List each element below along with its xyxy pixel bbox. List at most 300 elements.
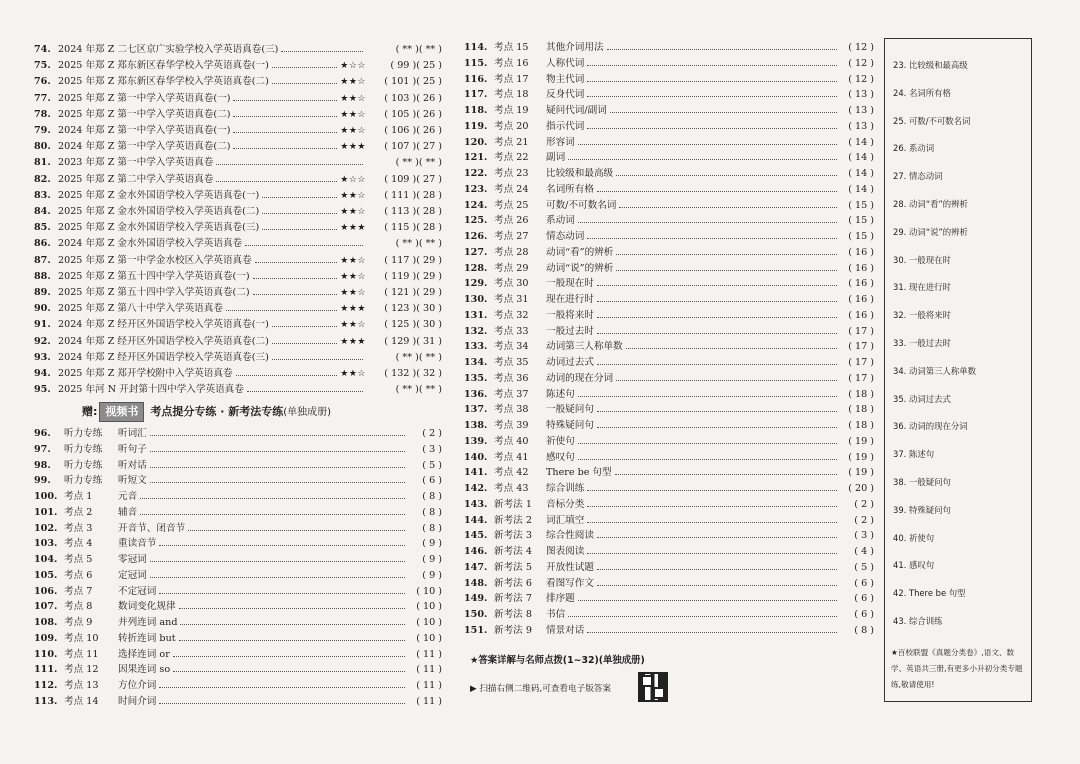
page-ref: ( 5 ) <box>854 561 874 573</box>
dot-leader <box>140 489 405 505</box>
row-title: 一般过去时 <box>546 325 594 337</box>
sidebar-topic-item[interactable]: 28. 动词“看”的辨析 <box>893 199 968 209</box>
row-label: 新考法 1 <box>494 498 532 510</box>
row-title: 2025 年郑 Z 第一中学金水校区入学英语真卷 <box>58 254 252 266</box>
row-title: 形容词 <box>546 136 575 148</box>
row-label: 考点 28 <box>494 246 529 258</box>
page-ref: ( 18 ) <box>848 404 874 416</box>
row-number: 130. <box>464 294 488 305</box>
toc-row[interactable] <box>34 350 442 366</box>
row-label: 考点 34 <box>494 341 529 353</box>
toc-row[interactable] <box>464 213 874 229</box>
toc-row[interactable] <box>34 317 442 333</box>
row-title: 2025 年郑 Z 郑东新区春华学校入学英语真卷(二) <box>58 76 269 88</box>
sidebar-topic-item[interactable]: 29. 动词“说”的辨析 <box>893 226 968 237</box>
row-label: 考点 15 <box>494 42 529 53</box>
toc-row[interactable] <box>34 694 442 710</box>
row-number: 107. <box>34 601 58 613</box>
page-ref: ( 2 ) <box>422 428 442 439</box>
toc-row[interactable] <box>34 58 442 74</box>
dot-leader <box>616 245 837 261</box>
sidebar-topic-item[interactable]: 39. 特殊疑问句 <box>893 504 951 515</box>
dot-leader <box>616 166 837 182</box>
row-label: 考点 32 <box>494 309 529 321</box>
dot-leader <box>568 150 837 166</box>
page-ref: ( ** )( ** ) <box>395 384 442 396</box>
toc-row[interactable] <box>464 135 874 151</box>
row-title: 开放性试题 <box>546 561 594 573</box>
row-label: 考点 42 <box>494 467 529 479</box>
dot-leader <box>233 123 337 139</box>
row-label: 考点 4 <box>64 538 93 550</box>
sidebar-topic-item[interactable]: 34. 动词第三人称单数 <box>893 365 976 376</box>
row-number: 126. <box>464 231 488 242</box>
difficulty-stars: ★★☆ <box>340 190 366 201</box>
dot-leader <box>159 694 405 710</box>
row-title: 一般现在时 <box>546 278 594 290</box>
toc-row[interactable] <box>34 678 442 694</box>
page-ref: ( 101 )( 25 ) <box>384 76 442 88</box>
page-ref: ( 8 ) <box>422 506 442 518</box>
row-number: 98. <box>34 459 51 471</box>
row-label: 考点 6 <box>64 569 93 581</box>
toc-row[interactable] <box>464 402 874 418</box>
toc-row[interactable] <box>34 552 442 568</box>
page-ref: ( 119 )( 29 ) <box>384 270 442 282</box>
page-ref: ( 15 ) <box>848 231 874 242</box>
page-ref: ( 5 ) <box>422 459 442 471</box>
row-number: 74. <box>34 44 51 55</box>
toc-row[interactable] <box>34 188 442 204</box>
toc-row[interactable] <box>34 334 442 350</box>
toc-row[interactable] <box>464 481 874 497</box>
dot-leader <box>159 584 405 600</box>
row-title: 零冠词 <box>118 554 147 565</box>
row-label: 新考法 6 <box>494 577 532 589</box>
row-label: 考点 21 <box>494 136 529 148</box>
dot-leader <box>578 434 837 450</box>
row-number: 81. <box>34 157 51 169</box>
dot-leader <box>179 631 405 647</box>
toc-row[interactable] <box>34 269 442 285</box>
page-ref: ( 19 ) <box>848 435 874 447</box>
difficulty-stars: ★★☆ <box>340 77 366 88</box>
toc-row[interactable] <box>34 42 442 58</box>
dot-leader <box>587 544 837 560</box>
dot-leader <box>597 276 837 292</box>
toc-row[interactable] <box>464 339 874 355</box>
dot-leader <box>587 87 837 103</box>
difficulty-stars: ★★☆ <box>340 207 366 217</box>
row-number: 116. <box>464 73 488 85</box>
dot-leader <box>272 350 363 366</box>
row-number: 151. <box>464 624 488 636</box>
row-number: 125. <box>464 215 488 227</box>
dot-leader <box>597 308 837 324</box>
row-number: 114. <box>464 42 488 53</box>
row-title: 2024 年郑 Z 金水外国语学校入学英语真卷 <box>58 238 243 250</box>
dot-leader <box>150 552 405 568</box>
page-ref: ( 19 ) <box>848 467 874 479</box>
dot-leader <box>607 40 837 56</box>
page-ref: ( 17 ) <box>848 325 874 337</box>
row-number: 142. <box>464 483 488 494</box>
toc-row[interactable] <box>464 87 874 103</box>
page-ref: ( 2 ) <box>854 514 874 526</box>
page-ref: ( 15 ) <box>848 199 874 211</box>
row-title: 可数/不可数名词 <box>546 199 617 211</box>
page-ref: ( 11 ) <box>416 695 442 707</box>
row-number: 141. <box>464 467 488 479</box>
toc-row[interactable] <box>464 387 874 403</box>
row-label: 听力专练 <box>64 459 103 471</box>
page-ref: ( 17 ) <box>848 372 874 384</box>
row-number: 77. <box>34 92 51 104</box>
page-ref: ( 14 ) <box>848 136 874 148</box>
toc-row[interactable] <box>34 382 442 398</box>
page-ref: ( 16 ) <box>848 246 874 258</box>
dot-leader <box>179 599 405 615</box>
toc-row[interactable] <box>464 56 874 72</box>
toc-row[interactable] <box>34 204 442 220</box>
page-ref: ( 115 )( 28 ) <box>384 222 442 234</box>
toc-row[interactable] <box>464 623 874 639</box>
row-label: 考点 35 <box>494 357 529 368</box>
toc-row[interactable] <box>464 276 874 292</box>
toc-row[interactable] <box>464 119 874 135</box>
video-book-badge: 视频书 <box>99 402 144 422</box>
row-label: 新考法 5 <box>494 561 532 573</box>
toc-row[interactable] <box>34 615 442 631</box>
row-number: 108. <box>34 617 58 628</box>
page-ref: ( 12 ) <box>848 57 874 69</box>
toc-row[interactable] <box>464 497 874 513</box>
dot-leader <box>587 513 837 529</box>
sidebar-topic-item[interactable]: 37. 陈述句 <box>893 449 935 460</box>
toc-row[interactable] <box>464 324 874 340</box>
row-title: 开音节、闭音节 <box>118 522 186 534</box>
dot-leader <box>597 402 837 418</box>
toc-row[interactable] <box>34 568 442 584</box>
toc-row[interactable] <box>34 285 442 301</box>
page-ref: ( 4 ) <box>854 546 874 557</box>
toc-row[interactable] <box>34 91 442 107</box>
toc-row[interactable] <box>34 74 442 90</box>
dot-leader <box>597 182 837 198</box>
row-number: 80. <box>34 141 51 153</box>
sidebar-topic-item[interactable]: 38. 一般疑问句 <box>893 477 951 487</box>
row-title: 重读音节 <box>118 538 157 550</box>
toc-row[interactable] <box>34 599 442 615</box>
row-title: 元音 <box>118 491 138 502</box>
row-label: 考点 1 <box>64 491 93 502</box>
row-number: 135. <box>464 372 488 384</box>
row-title: There be 句型 <box>546 467 612 479</box>
dot-leader <box>587 72 837 88</box>
dot-leader <box>150 426 405 442</box>
page-ref: ( 13 ) <box>848 105 874 116</box>
page-ref: ( 11 ) <box>416 648 442 660</box>
toc-row[interactable] <box>464 607 874 623</box>
scan-note: ▶ 扫描右侧二维码,可查看电子版答案 <box>470 684 611 694</box>
sidebar-topic-item[interactable]: 41. 感叹句 <box>893 560 935 571</box>
dot-leader <box>597 418 837 434</box>
dot-leader <box>245 236 363 252</box>
difficulty-stars: ★★☆ <box>340 109 366 120</box>
toc-row[interactable] <box>34 584 442 600</box>
sidebar-topic-item[interactable]: 35. 动词过去式 <box>893 393 951 404</box>
gift-title: 考点提分专练 · 新考法专练 <box>150 405 284 418</box>
toc-row[interactable] <box>34 442 442 458</box>
row-title: 2024 年郑 Z 第一中学入学英语真卷(二) <box>58 141 231 153</box>
row-number: 122. <box>464 168 488 179</box>
row-number: 149. <box>464 593 488 605</box>
toc-row[interactable] <box>464 371 874 387</box>
row-title: 物主代词 <box>546 73 585 85</box>
toc-row[interactable] <box>464 40 874 56</box>
answers-note: ★答案详解与名师点拨(1~32)(单独成册) <box>470 655 645 666</box>
toc-row[interactable] <box>464 418 874 434</box>
toc-row[interactable] <box>34 366 442 382</box>
page-ref: ( 10 ) <box>416 617 442 628</box>
toc-row[interactable] <box>464 229 874 245</box>
toc-row[interactable] <box>34 139 442 155</box>
dot-leader <box>262 204 337 220</box>
page-ref: ( 111 )( 28 ) <box>384 189 442 201</box>
dot-leader <box>587 481 837 497</box>
page-ref: ( 12 ) <box>848 42 874 53</box>
toc-row[interactable] <box>34 236 442 252</box>
sidebar-topic-item[interactable]: 24. 名词所有格 <box>893 87 951 98</box>
toc-row[interactable] <box>464 355 874 371</box>
dot-leader <box>578 591 837 607</box>
row-label: 新考法 3 <box>494 530 532 542</box>
toc-row[interactable] <box>34 473 442 489</box>
toc-row[interactable] <box>34 536 442 552</box>
sidebar-topic-item[interactable]: 26. 系动词 <box>893 143 935 154</box>
toc-row[interactable] <box>34 301 442 317</box>
sidebar-topic-item[interactable]: 42. There be 句型 <box>893 588 966 599</box>
row-number: 91. <box>34 319 51 331</box>
dot-leader <box>150 458 405 474</box>
row-title: 动词过去式 <box>546 357 594 368</box>
gift-prefix: 赠: <box>82 405 98 418</box>
toc-row[interactable] <box>464 182 874 198</box>
row-title: 因果连词 so <box>118 664 171 676</box>
row-label: 考点 20 <box>494 120 529 132</box>
toc-row[interactable] <box>34 155 442 171</box>
toc-row[interactable] <box>464 308 874 324</box>
dot-leader <box>597 292 837 308</box>
page-ref: ( 9 ) <box>422 538 442 550</box>
row-title: 综合训练 <box>546 483 585 494</box>
sidebar-topic-item[interactable]: 30. 一般现在时 <box>893 254 951 265</box>
difficulty-stars: ★★★ <box>340 336 366 347</box>
row-number: 104. <box>34 554 58 565</box>
row-number: 118. <box>464 105 488 116</box>
page-ref: ( 19 ) <box>848 451 874 463</box>
toc-row[interactable] <box>34 647 442 663</box>
sidebar-topic-item[interactable]: 43. 综合训练 <box>893 616 943 626</box>
row-label: 考点 8 <box>64 601 93 613</box>
toc-row[interactable] <box>464 245 874 261</box>
sidebar-topic-item[interactable]: 23. 比较级和最高级 <box>893 60 968 70</box>
row-title: 现在进行时 <box>546 294 594 305</box>
row-number: 145. <box>464 530 488 542</box>
toc-row[interactable] <box>464 513 874 529</box>
row-label: 考点 5 <box>64 554 93 565</box>
toc-row[interactable] <box>34 489 442 505</box>
toc-row[interactable] <box>464 434 874 450</box>
toc-row[interactable] <box>464 166 874 182</box>
toc-row[interactable] <box>464 103 874 119</box>
page-ref: ( 6 ) <box>854 609 874 620</box>
toc-row[interactable] <box>34 521 442 537</box>
toc-row[interactable] <box>464 528 874 544</box>
row-number: 134. <box>464 357 488 368</box>
row-title: 2025 年郑 Z 第一中学入学英语真卷(一) <box>58 92 231 104</box>
dot-leader <box>253 269 338 285</box>
page-ref: ( 6 ) <box>854 577 874 589</box>
dot-leader <box>272 334 337 350</box>
row-number: 100. <box>34 491 58 502</box>
toc-row[interactable] <box>464 544 874 560</box>
row-label: 考点 2 <box>64 506 93 518</box>
dot-leader <box>262 220 337 236</box>
row-label: 考点 41 <box>494 451 529 463</box>
toc-row[interactable] <box>34 458 442 474</box>
qr-code-icon[interactable] <box>638 672 668 702</box>
row-number: 128. <box>464 262 488 274</box>
row-label: 考点 10 <box>64 632 99 644</box>
toc-row[interactable] <box>464 450 874 466</box>
row-number: 78. <box>34 108 51 120</box>
sidebar-topic-item[interactable]: 36. 动词的现在分词 <box>893 421 968 432</box>
row-title: 排序题 <box>546 593 575 605</box>
page-ref: ( 13 ) <box>848 120 874 132</box>
sidebar-topic-item[interactable]: 32. 一般将来时 <box>893 310 951 321</box>
toc-row[interactable] <box>464 292 874 308</box>
row-title: 陈述句 <box>546 388 575 400</box>
page-ref: ( 132 )( 32 ) <box>384 368 442 379</box>
page-ref: ( 10 ) <box>416 601 442 613</box>
toc-row[interactable] <box>464 150 874 166</box>
row-number: 88. <box>34 270 51 282</box>
row-title: 感叹句 <box>546 451 575 463</box>
dot-leader <box>578 135 837 151</box>
toc-row[interactable] <box>464 465 874 481</box>
row-title: 时间介词 <box>118 695 157 707</box>
difficulty-stars: ★★☆ <box>340 320 366 331</box>
row-title: 动词的现在分词 <box>546 372 614 384</box>
page-ref: ( 8 ) <box>422 522 442 534</box>
row-title: 一般将来时 <box>546 309 594 321</box>
row-label: 考点 27 <box>494 231 529 242</box>
toc-row[interactable] <box>34 505 442 521</box>
toc-row[interactable] <box>464 576 874 592</box>
row-label: 新考法 7 <box>494 593 532 605</box>
row-number: 83. <box>34 189 51 201</box>
toc-row[interactable] <box>34 253 442 269</box>
dot-leader <box>272 74 337 90</box>
dot-leader <box>188 521 405 537</box>
page-ref: ( 16 ) <box>848 294 874 305</box>
page-ref: ( 14 ) <box>848 152 874 164</box>
toc-row[interactable] <box>34 107 442 123</box>
page-ref: ( 123 )( 30 ) <box>384 303 442 315</box>
row-title: 动词“说”的辨析 <box>546 262 614 274</box>
row-title: 2024 年郑 Z 经开区外国语学校入学英语真卷(一) <box>58 319 269 331</box>
row-number: 101. <box>34 506 58 518</box>
row-number: 137. <box>464 404 488 416</box>
toc-row[interactable] <box>464 72 874 88</box>
page-ref: ( 9 ) <box>422 554 442 565</box>
row-number: 82. <box>34 173 51 185</box>
row-title: 系动词 <box>546 215 575 227</box>
row-number: 138. <box>464 420 488 431</box>
row-title: 看图写作文 <box>546 577 594 589</box>
row-label: 考点 40 <box>494 435 529 447</box>
row-number: 79. <box>34 125 51 136</box>
row-number: 148. <box>464 577 488 589</box>
page-ref: ( 113 )( 28 ) <box>384 206 442 217</box>
row-label: 听力专练 <box>64 475 103 487</box>
toc-row[interactable] <box>464 198 874 214</box>
difficulty-stars: ★★★ <box>340 304 366 315</box>
sidebar-topic-item[interactable]: 25. 可数/不可数名词 <box>893 115 971 126</box>
toc-row[interactable] <box>34 426 442 442</box>
dot-leader <box>597 528 837 544</box>
toc-row[interactable] <box>464 261 874 277</box>
row-title: 反身代词 <box>546 89 585 101</box>
sidebar-topic-item[interactable]: 31. 现在进行时 <box>893 282 951 293</box>
dot-leader <box>615 465 837 481</box>
page-ref: ( 18 ) <box>848 388 874 400</box>
gift-subtitle: (单独成册) <box>283 407 332 418</box>
toc-row[interactable] <box>34 123 442 139</box>
row-title: 2024 年郑 Z 第一中学入学英语真卷(一) <box>58 125 231 136</box>
page-ref: ( 14 ) <box>848 168 874 179</box>
row-number: 143. <box>464 498 488 510</box>
toc-row[interactable] <box>34 662 442 678</box>
page-ref: ( 6 ) <box>854 593 874 605</box>
toc-row[interactable] <box>34 220 442 236</box>
toc-row[interactable] <box>34 631 442 647</box>
row-number: 112. <box>34 680 58 691</box>
sidebar-topic-item[interactable]: 27. 情态动词 <box>893 171 943 182</box>
row-title: 2024 年郑 Z 经开区外国语学校入学英语真卷(二) <box>58 335 269 347</box>
sidebar-topic-item[interactable]: 33. 一般过去时 <box>893 338 951 348</box>
row-title: 2025 年河 N 开封第十四中学入学英语真卷 <box>58 384 244 396</box>
page-ref: ( ** )( ** ) <box>395 157 442 169</box>
dot-leader <box>587 229 837 245</box>
sidebar-note: ★百校联盟《真题分类卷》,语文、数学、英语共三册,有更多小升初分类专题练,敬请使用! <box>891 648 1023 689</box>
page-ref: ( 3 ) <box>854 530 874 542</box>
row-number: 113. <box>34 695 58 707</box>
toc-row[interactable] <box>34 172 442 188</box>
page-ref: ( 107 )( 27 ) <box>384 141 442 153</box>
gift-banner <box>82 402 331 420</box>
row-title: 图表阅读 <box>546 546 585 557</box>
row-label: 考点 16 <box>494 57 529 69</box>
toc-row[interactable] <box>464 560 874 576</box>
dot-leader <box>281 42 363 58</box>
toc-row[interactable] <box>464 591 874 607</box>
row-title: 动词第三人称单数 <box>546 341 623 353</box>
page-ref: ( 8 ) <box>422 491 442 502</box>
sidebar-topic-item[interactable]: 40. 祈使句 <box>893 532 935 543</box>
row-label: 新考法 2 <box>494 514 532 526</box>
